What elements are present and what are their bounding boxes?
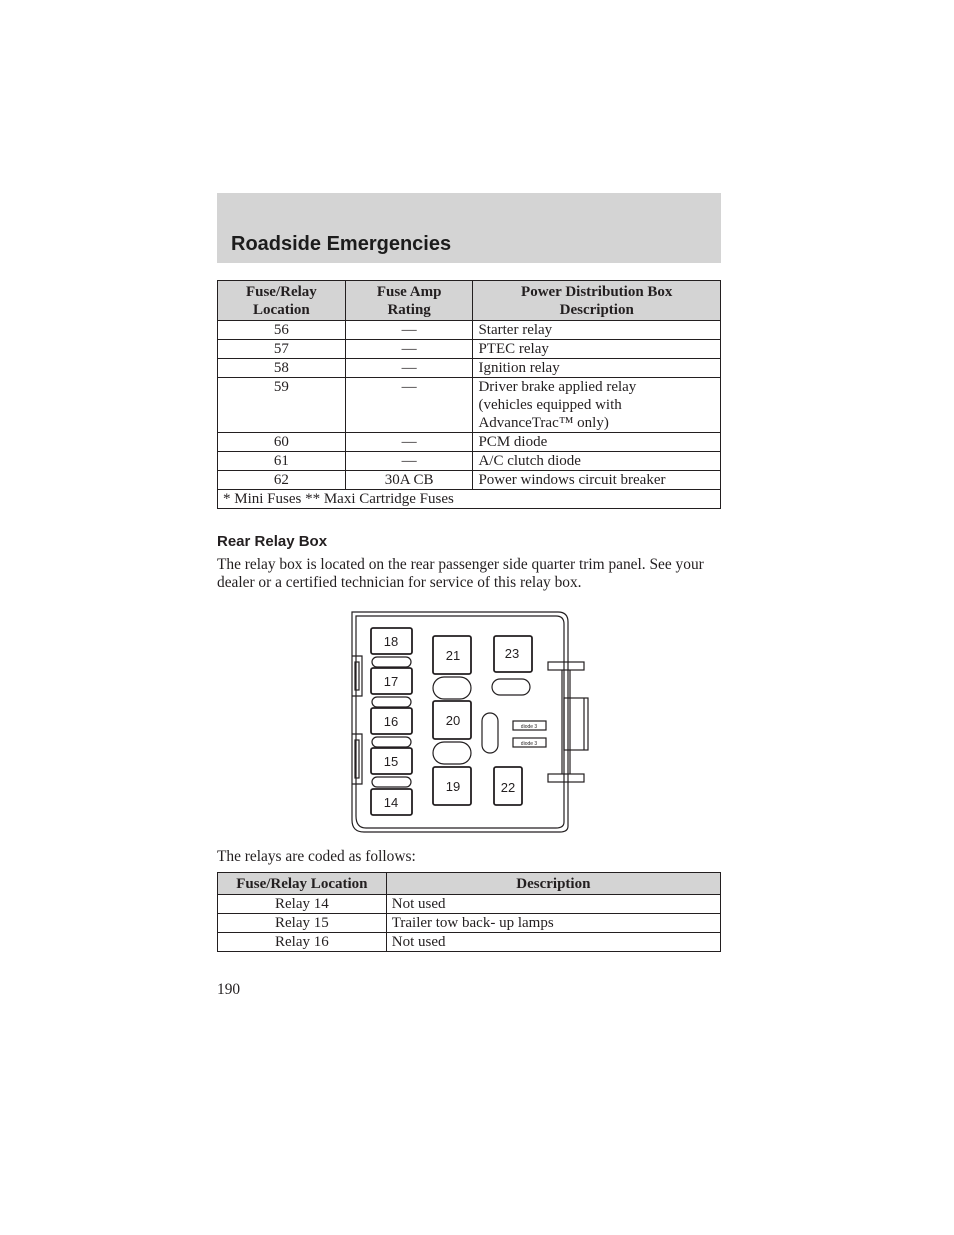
column-header-location: Fuse/Relay Location	[218, 281, 346, 321]
cell-description: Starter relay	[473, 321, 721, 340]
cell-description: Not used	[386, 933, 720, 952]
diode-label-lower: diode 3	[520, 741, 538, 747]
mini-fuse	[372, 697, 411, 707]
left-clip-lower	[352, 734, 362, 784]
relay-label-17: 17	[383, 674, 399, 689]
cell-location: 60	[218, 433, 346, 452]
column-header-description: Power Distribution Box Description	[473, 281, 721, 321]
mini-fuse	[372, 657, 411, 667]
table-row	[218, 452, 721, 471]
cell-rating: —	[345, 433, 473, 452]
table-row	[218, 321, 721, 340]
table-row	[218, 895, 721, 914]
cell-location: 61	[218, 452, 346, 471]
empty-socket	[433, 677, 471, 699]
relay-label-18: 18	[383, 634, 399, 649]
bracket-bottom-tab	[548, 774, 584, 782]
table-header-row	[218, 873, 721, 895]
cell-location: 57	[218, 340, 346, 359]
rear-relay-table	[217, 872, 721, 952]
empty-socket	[492, 679, 530, 695]
table-row	[218, 433, 721, 452]
cell-rating: —	[345, 340, 473, 359]
section-heading: Rear Relay Box	[217, 533, 328, 550]
page-number: 190	[217, 981, 241, 998]
cell-location: 58	[218, 359, 346, 378]
table-row	[218, 933, 721, 952]
mini-fuse	[372, 737, 411, 747]
table-row	[218, 340, 721, 359]
cell-location: Relay 15	[218, 914, 387, 933]
cell-location: Relay 14	[218, 895, 387, 914]
table-header-row	[218, 281, 721, 321]
mini-fuse	[372, 777, 411, 787]
cell-description: PCM diode	[473, 433, 721, 452]
cell-description: Not used	[386, 895, 720, 914]
cell-location: 56	[218, 321, 346, 340]
table-row	[218, 914, 721, 933]
relay-label-15: 15	[383, 754, 399, 769]
cell-rating: —	[345, 452, 473, 471]
relay-label-21: 21	[445, 648, 461, 663]
relay-label-23: 23	[504, 646, 520, 661]
cell-location: 62	[218, 471, 346, 490]
cell-rating: —	[345, 359, 473, 378]
empty-socket	[482, 713, 498, 753]
cell-rating: 30A CB	[345, 471, 473, 490]
table-footnote-row	[218, 490, 721, 509]
relay-label-19: 19	[445, 779, 461, 794]
relay-label-16: 16	[383, 714, 399, 729]
rear-relay-box-diagram	[346, 606, 590, 836]
cell-description: Trailer tow back- up lamps	[386, 914, 720, 933]
cell-location: 59	[218, 378, 346, 433]
cell-rating: —	[345, 378, 473, 433]
cell-description: Power windows circuit breaker	[473, 471, 721, 490]
bracket-top-tab	[548, 662, 584, 670]
column-header-description: Description	[386, 873, 720, 895]
cell-description: PTEC relay	[473, 340, 721, 359]
table-row	[218, 471, 721, 490]
page-title: Roadside Emergencies	[231, 233, 452, 255]
relay-code-caption: The relays are coded as follows:	[217, 848, 416, 865]
column-header-location: Fuse/Relay Location	[218, 873, 387, 895]
table-footnote: * Mini Fuses ** Maxi Cartridge Fuses	[218, 490, 721, 509]
column-header-rating: Fuse Amp Rating	[345, 281, 473, 321]
cell-rating: —	[345, 321, 473, 340]
diode-label-upper: diode 3	[520, 724, 538, 730]
header-band	[217, 193, 721, 263]
relay-label-14: 14	[383, 795, 399, 810]
power-distribution-box-table	[217, 280, 721, 509]
empty-socket	[433, 742, 471, 764]
relay-label-20: 20	[445, 713, 461, 728]
cell-description: Ignition relay	[473, 359, 721, 378]
rear-relay-paragraph: The relay box is located on the rear passenger side quarter trim panel. See your dealer or a certified technician for service of this relay box.	[217, 556, 704, 591]
table-row	[218, 378, 721, 433]
table-row	[218, 359, 721, 378]
cell-description: A/C clutch diode	[473, 452, 721, 471]
cell-description: Driver brake applied relay (vehicles equipped with AdvanceTrac™ only)	[473, 378, 721, 433]
relay-label-22: 22	[500, 780, 516, 795]
cell-location: Relay 16	[218, 933, 387, 952]
